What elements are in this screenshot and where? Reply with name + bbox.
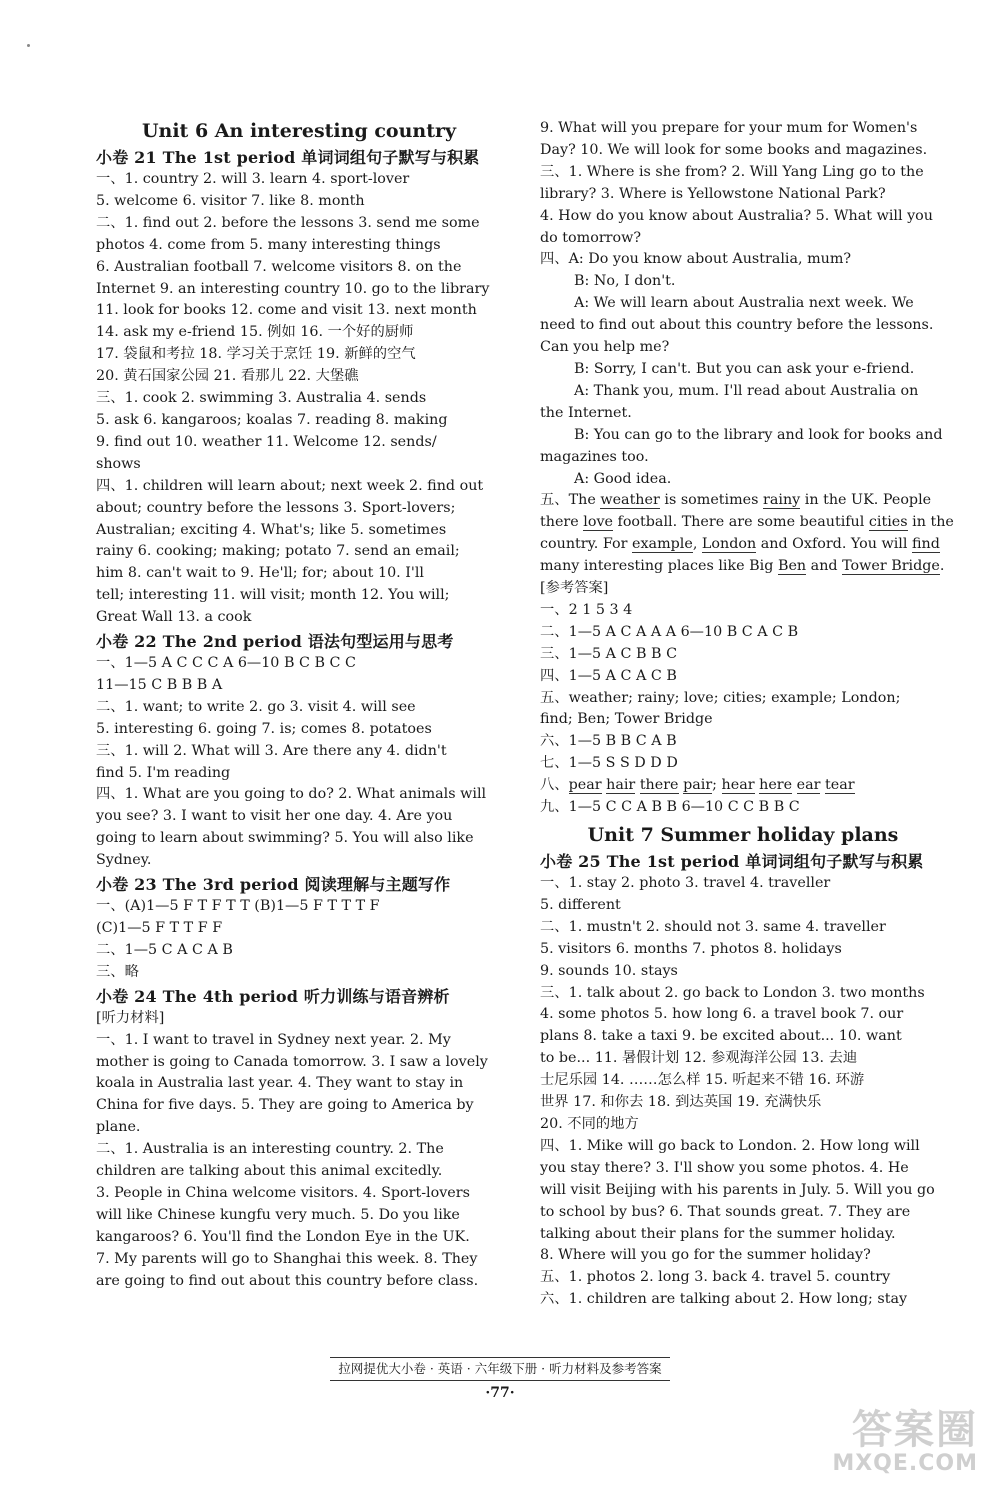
text-line: 五、1. photos 2. long 3. back 4. travel 5. country [540, 1269, 891, 1286]
text-line: need to find out about this country before the lessons. [540, 317, 934, 334]
text-line: 五、weather; rainy; love; cities; example; London; [540, 689, 901, 706]
underlined-word: pear [568, 777, 602, 794]
text-line: 三、1. cook 2. swimming 3. Australia 4. sends [96, 390, 427, 407]
footer-book-title: 拉网提优大小卷 · 英语 · 六年级下册 · 听力材料及参考答案 [330, 1357, 669, 1381]
paper-22-heading: 小卷 22 The 2nd period 语法句型运用与思考 [96, 632, 454, 652]
text-line: plans 8. take a taxi 9. be excited about... 10. want [540, 1028, 902, 1045]
text-line: A: Good idea. [574, 470, 672, 487]
text-line: 3. People in China welcome visitors. 4. Sport-lovers [96, 1184, 470, 1201]
text-line: 三、1. will 2. What will 3. Are there any 4. didn't [96, 742, 447, 759]
text-line: will like Chinese kungfu very much. 5. Do you like [96, 1206, 460, 1223]
text-line: going to learn about swimming? 5. You will also like [96, 830, 474, 847]
text-line: 5. ask 6. kangaroos; koalas 7. reading 8. making [96, 411, 448, 428]
text-line: the Internet. [540, 404, 632, 421]
text-line: 一、(A)1—5 F T F T T (B)1—5 F T T T F [96, 898, 380, 915]
text-line: 4. How do you know about Australia? 5. What will you [540, 207, 933, 224]
underlined-word: ear [796, 777, 821, 794]
text-line: 二、1—5 A C A A A 6—10 B C A C B [540, 623, 799, 640]
dialog-text [540, 271, 946, 490]
text-line: 二、1. find out 2. before the lessons 3. send me some [96, 214, 480, 231]
listening-text-continued [540, 118, 946, 271]
text-line: 11—15 C B B B A [96, 676, 223, 693]
listening-material-label: [听力材料] [96, 1009, 165, 1026]
text-line: 9. sounds 10. stays [540, 962, 678, 979]
text-line: magazines too. [540, 448, 649, 465]
text-line: about; country before the lessons 3. Sport-lovers; [96, 499, 456, 516]
text-line: Day? 10. We will look for some books and magazines. [540, 141, 928, 158]
text-line: you stay there? 3. I'll show you some photos. 4. He [540, 1159, 909, 1176]
text-line: 8. Where will you go for the summer holiday? [540, 1247, 871, 1264]
text-line: tell; interesting 11. will visit; month 12. You will; [96, 587, 450, 604]
text-line: you see? 3. I want to visit her one day. 4. Are you [96, 808, 453, 825]
reference-answers [540, 600, 946, 819]
underlined-word: hear [721, 777, 755, 794]
watermark-cn: 答案圈 [852, 1407, 978, 1453]
underlined-word: weather [600, 492, 660, 509]
underlined-word: tear [825, 777, 855, 794]
passage-with-underlines [540, 490, 954, 578]
text-line: do tomorrow? [540, 229, 641, 246]
underlined-word: cities [868, 514, 908, 531]
text-line: 20. 黄石国家公园 21. 看那儿 22. 大堡礁 [96, 368, 359, 385]
text-line: shows [96, 455, 141, 472]
text-line: 一、1. I want to travel in Sydney next year. 2. My [96, 1031, 451, 1048]
text-line: Australian; exciting 4. What's; like 5. sometimes [96, 521, 447, 538]
text-line: children are talking about this animal excitedly. [96, 1163, 443, 1180]
paper-23-heading: 小卷 23 The 3rd period 阅读理解与主题写作 [96, 875, 451, 895]
underlined-word: here [759, 777, 793, 794]
page-footer [0, 1357, 1000, 1403]
text-line: to school by bus? 6. That sounds great. 7. They are [540, 1203, 911, 1220]
text-line: 四、1. children will learn about; next week 2. find out [96, 477, 484, 494]
underlined-word: example [632, 536, 693, 553]
underlined-word: Ben [777, 558, 807, 575]
text-line: 五、The weather is sometimes rainy in the UK. People [540, 492, 932, 509]
text-line: 7. My parents will go to Shanghai this week. 8. They [96, 1250, 478, 1267]
watermark-logo [832, 1408, 978, 1476]
text-line: B: No, I don't. [574, 273, 676, 290]
text-line: Can you help me? [540, 339, 670, 356]
text-line: 9. find out 10. weather 11. Welcome 12. sends/ [96, 433, 437, 450]
text-line: 5. welcome 6. visitor 7. like 8. month [96, 192, 365, 209]
text-line: 14. ask my e-friend 15. 例如 16. 一个好的厨师 [96, 324, 414, 341]
text-line: 六、1. children are talking about 2. How long; stay [540, 1291, 908, 1308]
text-line: are going to find out about this country before class. [96, 1272, 479, 1289]
text-line: to be... 11. 暑假计划 12. 参观海洋公园 13. 去迪 [540, 1050, 858, 1067]
text-line: find 5. I'm reading [96, 764, 231, 781]
paper-24-listening-text [96, 1030, 502, 1293]
text-line: rainy 6. cooking; making; potato 7. send an email; [96, 543, 460, 560]
underlined-word: hair [606, 777, 636, 794]
text-line: 5. visitors 6. months 7. photos 8. holidays [540, 940, 842, 957]
text-line: 四、1—5 A C A C B [540, 667, 677, 684]
text-line: photos 4. come from 5. many interesting things [96, 236, 441, 253]
underlined-word: pair [683, 777, 713, 794]
text-line: A: We will learn about Australia next week. We [574, 295, 914, 312]
text-line: 一、1. country 2. will 3. learn 4. sport-lover [96, 171, 410, 187]
text-line: 6. Australian football 7. welcome visitors 8. on the [96, 258, 462, 275]
text-line: library? 3. Where is Yellowstone National Park? [540, 185, 886, 202]
underlined-word: there [639, 777, 679, 794]
text-line: 四、1. What are you going to do? 2. What animals will [96, 786, 487, 803]
text-line: 二、1. want; to write 2. go 3. visit 4. will see [96, 698, 416, 715]
text-line: many interesting places like Big Ben and Tower Bridge. [540, 558, 945, 575]
paper-24-heading: 小卷 24 The 4th period 听力训练与语音辨析 [96, 986, 450, 1006]
paper-21-answers [96, 169, 502, 629]
text-line: 二、1—5 C A C A B [96, 941, 233, 958]
paper-23-answers [96, 896, 502, 984]
text-line: 5. different [540, 896, 621, 913]
page-number: ·77· [485, 1385, 515, 1401]
text-line: him 8. can't wait to 9. He'll; for; about 10. I'll [96, 565, 424, 582]
unit-7-title: Unit 7 Summer holiday plans [587, 824, 899, 846]
text-line: 三、1. Where is she from? 2. Will Yang Ling go to the [540, 163, 924, 180]
text-line: 5. interesting 6. going 7. is; comes 8. potatoes [96, 720, 432, 737]
text-line: (C)1—5 F T T F F [96, 920, 223, 936]
text-line: 九、1—5 C C A B B 6—10 C C B B C [540, 799, 800, 816]
underlined-word: find [911, 536, 940, 553]
text-line: A: Thank you, mum. I'll read about Australia on [574, 382, 919, 399]
text-line: 一、1—5 A C C C A 6—10 B C B C C [96, 655, 356, 672]
text-line: 17. 袋鼠和考拉 18. 学习关于烹饪 19. 新鲜的空气 [96, 346, 416, 363]
text-line: 一、1. stay 2. photo 3. travel 4. traveller [540, 875, 831, 891]
text-line: 20. 不同的地方 [540, 1115, 639, 1132]
left-column [96, 118, 502, 1293]
paper-25-heading: 小卷 25 The 1st period 单词词组句子默写与积累 [540, 852, 924, 871]
text-line: 二、1. Australia is an interesting country. 2. The [96, 1141, 444, 1158]
text-line: 二、1. mustn't 2. should not 3. same 4. traveller [540, 918, 886, 935]
text-line: find; Ben; Tower Bridge [540, 711, 713, 728]
text-line: koala in Australia last year. 4. They want to stay in [96, 1075, 464, 1092]
text-line: 三、略 [96, 963, 139, 980]
text-line: 八、pear hair there pair; hear here ear tear [540, 777, 855, 794]
text-line: talking about their plans for the summer holiday. [540, 1225, 896, 1242]
text-line: Internet 9. an interesting country 10. go to the library [96, 280, 490, 297]
underlined-word: Tower Bridge [842, 558, 940, 575]
scan-speck [27, 44, 30, 47]
text-line: 世界 17. 和你去 18. 到达英国 19. 充满快乐 [540, 1094, 822, 1111]
unit-6-title: Unit 6 An interesting country [141, 120, 457, 142]
text-line: there love football. There are some beautiful cities in the [540, 514, 954, 531]
underlined-word: rainy [763, 492, 801, 509]
text-line: 六、1—5 B B C A B [540, 733, 677, 750]
paper-25-answers [540, 873, 946, 1311]
text-line: country. For example, London and Oxford. You will find [540, 536, 940, 553]
text-line: 三、1—5 A C B B C [540, 645, 678, 662]
watermark-en: MXQE.COM [832, 1451, 978, 1476]
text-line: 七、1—5 S S D D D [540, 755, 678, 772]
text-line: mother is going to Canada tomorrow. 3. I saw a lovely [96, 1053, 488, 1070]
text-line: Great Wall 13. a cook [96, 609, 252, 626]
text-line: 11. look for books 12. come and visit 13. next month [96, 302, 477, 319]
text-line: kangaroos? 6. You'll find the London Eye in the UK. [96, 1228, 470, 1245]
text-line: 三、1. talk about 2. go back to London 3. two months [540, 984, 925, 1001]
reference-answer-label: [参考答案] [540, 580, 609, 597]
text-line: will visit Beijing with his parents in July. 5. Will you go [540, 1181, 935, 1198]
text-line: B: You can go to the library and look for books and [574, 426, 943, 443]
text-line: China for five days. 5. They are going to America by [96, 1097, 474, 1114]
text-line: 四、A: Do you know about Australia, mum? [540, 251, 852, 268]
text-line: B: Sorry, I can't. But you can ask your e-friend. [574, 360, 915, 377]
paper-21-heading: 小卷 21 The 1st period 单词词组句子默写与积累 [96, 148, 480, 167]
text-line: 9. What will you prepare for your mum for Women's [540, 120, 918, 136]
text-line: plane. [96, 1119, 141, 1136]
text-line: 4. some photos 5. how long 6. a travel book 7. our [540, 1006, 904, 1023]
text-line: 四、1. Mike will go back to London. 2. How long will [540, 1137, 920, 1154]
right-column [540, 118, 954, 1311]
underlined-word: London [701, 536, 757, 553]
text-line: 士尼乐园 14. ……怎么样 15. 听起来不错 16. 环游 [540, 1072, 865, 1089]
underlined-word: love [583, 514, 613, 531]
text-line: 一、2 1 5 3 4 [540, 601, 633, 618]
paper-22-answers [96, 653, 502, 872]
text-line: Sydney. [96, 852, 152, 869]
